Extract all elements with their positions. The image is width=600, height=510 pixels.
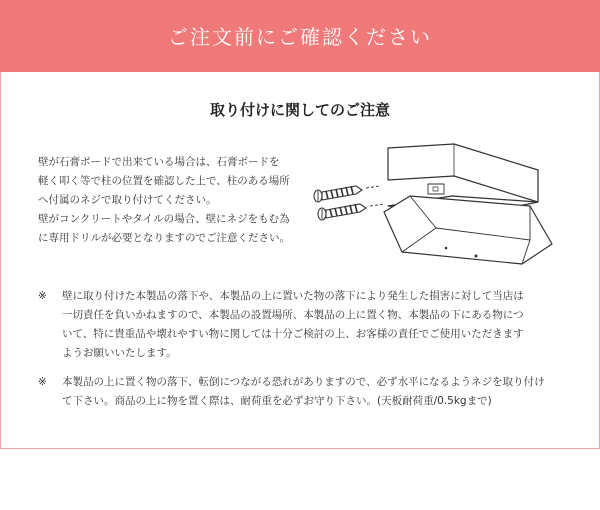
note-line: て下さい。商品の上に物を置く際は、耐荷重を必ずお守り下さい。(天板耐荷重/0.5kgまで): [62, 395, 492, 407]
screw-icon: [314, 186, 380, 202]
intro-line: 軽く叩く等で柱の位置を確認した上で、柱のある場所: [38, 175, 290, 187]
note-line: 一切責任を負いかねますので、本製品の設置場所、本製品の上に置く物、本製品の下にある物につ: [62, 309, 524, 321]
note-line: 本製品の上に置く物の落下、転倒につながる恐れがありますので、必ず水平になるようネジを取り付け: [62, 376, 545, 388]
intro-line: 壁が石膏ボードで出来ている場合は、石膏ボードを: [38, 156, 280, 168]
note-line: いて、特に貴重品や壊れやすい物に関しては十分ご検討の上、お客様の責任でご使用いただきます: [62, 328, 524, 340]
intro-line: 壁がコンクリートやタイルの場合、壁にネジをもむ為: [38, 213, 290, 225]
warning-note-load-limit: [38, 373, 578, 411]
intro-text: [38, 153, 308, 248]
shelf-mounting-illustration: [306, 140, 568, 268]
reference-mark: ※: [38, 376, 47, 388]
section-title: 取り付けに関してのご注意: [209, 101, 390, 119]
intro-line: へ付属のネジで取り付けてください。: [38, 194, 217, 206]
header-title: ご注文前にご確認ください: [168, 25, 432, 49]
screw-icon: [318, 204, 384, 220]
header-banner: [0, 0, 600, 72]
note-line: 壁に取り付けた本製品の落下や、本製品の上に置いた物の落下により発生した損害に対して当店は: [62, 290, 524, 302]
intro-line: に専用ドリルが必要となりますのでご注意ください。: [38, 232, 290, 244]
note-line: ようお願いいたします。: [62, 347, 177, 359]
warning-note-fall-damage: [38, 287, 578, 363]
reference-mark: ※: [38, 290, 47, 302]
